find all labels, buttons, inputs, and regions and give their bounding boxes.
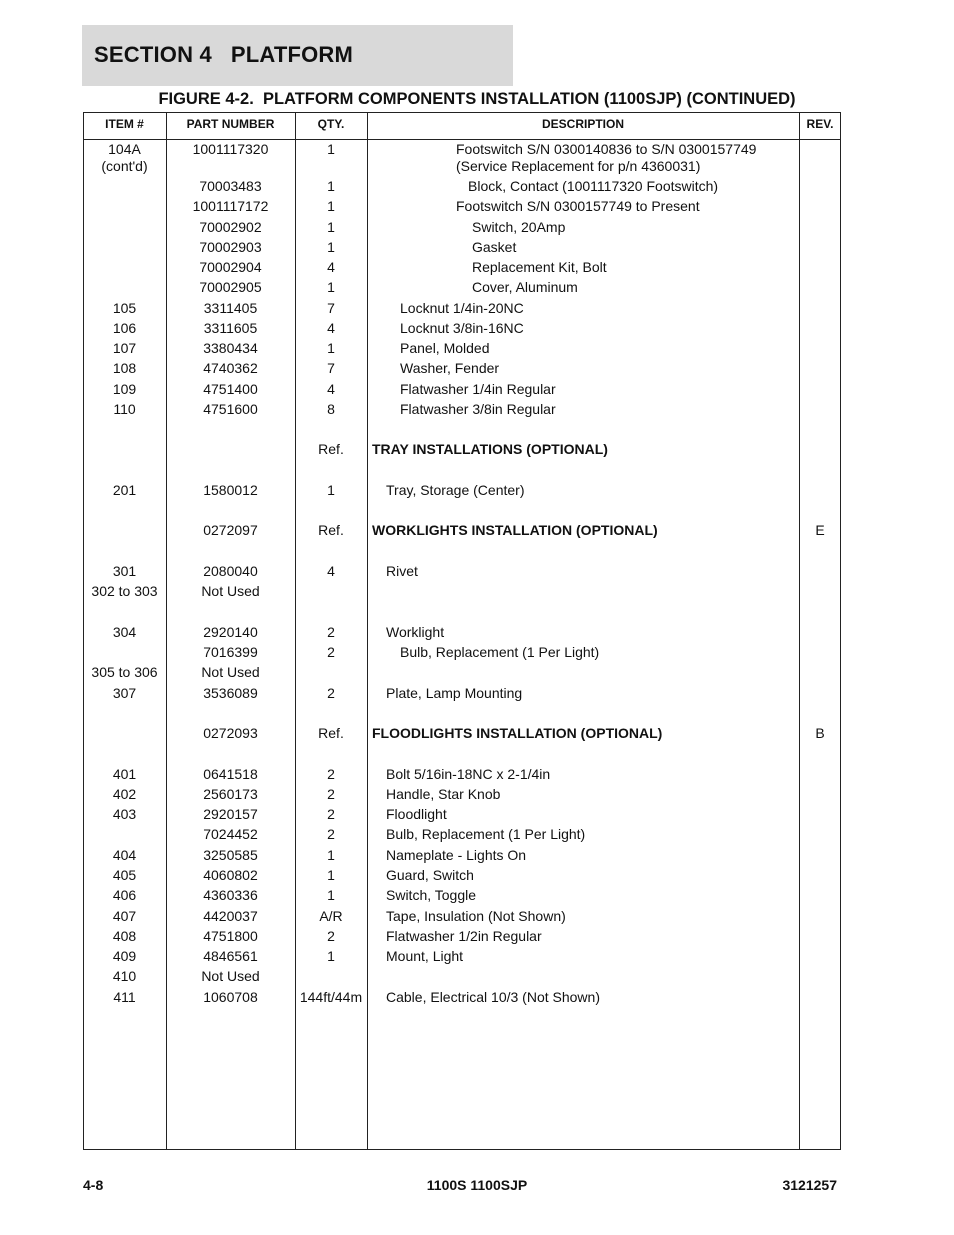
quantity-cell: 2	[327, 766, 335, 782]
quantity-cell: 1	[327, 948, 335, 964]
item-number-cell: 401	[112, 766, 137, 782]
part-number-cell: 4751800	[203, 928, 258, 944]
quantity-cell: 1	[327, 279, 335, 295]
column-header-description: DESCRIPTION	[541, 117, 624, 131]
description-cell: Panel, Molded	[400, 340, 490, 356]
item-number-cell: 302 to 303	[91, 583, 158, 599]
item-number-cell: 106	[112, 320, 137, 336]
quantity-cell: 4	[327, 563, 335, 579]
description-cell: Floodlight	[386, 806, 447, 822]
section-title: SECTION 4 PLATFORM	[94, 42, 354, 67]
description-cell: Washer, Fender	[400, 360, 500, 376]
description-cell: Locknut 1/4in-20NC	[400, 300, 524, 316]
description-cell: Cable, Electrical 10/3 (Not Shown)	[386, 989, 600, 1005]
part-number-cell: 3250585	[203, 847, 258, 863]
column-divider	[367, 112, 368, 1150]
item-number-cell: 411	[113, 989, 136, 1005]
description-cell: Tray, Storage (Center)	[386, 482, 525, 498]
item-number-cell: 110	[113, 401, 136, 417]
part-number-cell: 4846561	[203, 948, 258, 964]
part-number-cell: 4740362	[203, 360, 258, 376]
column-header-qty: QTY.	[317, 117, 345, 131]
part-number-cell: 4360336	[203, 887, 258, 903]
part-number-cell: 7016399	[203, 644, 258, 660]
quantity-cell: 2	[327, 624, 335, 640]
quantity-cell: 7	[327, 300, 335, 316]
description-cell: Worklight	[386, 624, 445, 640]
part-number-cell: 70002902	[199, 219, 262, 235]
quantity-cell: Ref.	[318, 522, 344, 538]
part-number-cell: 1001117320	[192, 141, 269, 157]
description-cell: Nameplate - Lights On	[386, 847, 527, 863]
footer-model: 1100S 1100SJP	[426, 1177, 528, 1193]
part-number-cell: 3536089	[203, 685, 258, 701]
description-cell: Switch, Toggle	[386, 887, 477, 903]
quantity-cell: 2	[327, 826, 335, 842]
quantity-cell: 144ft/44m	[299, 989, 363, 1005]
quantity-cell: 1	[327, 239, 335, 255]
quantity-cell: 2	[327, 806, 335, 822]
item-number-cell: 107	[112, 340, 137, 356]
description-cell: Gasket	[472, 239, 517, 255]
part-number-cell: 0272097	[203, 522, 258, 538]
header-divider	[83, 139, 841, 140]
item-number-cell: 301	[112, 563, 137, 579]
description-cell: Handle, Star Knob	[386, 786, 501, 802]
quantity-cell: 7	[327, 360, 335, 376]
quantity-cell: 1	[327, 887, 335, 903]
part-number-cell: 3311605	[203, 320, 258, 336]
part-number-cell: Not Used	[201, 583, 260, 599]
item-number-cell: (cont'd)	[101, 158, 148, 174]
quantity-cell: 4	[327, 320, 335, 336]
quantity-cell: 2	[327, 786, 335, 802]
quantity-cell: 2	[327, 644, 335, 660]
description-cell: Block, Contact (1001117320 Footswitch)	[468, 178, 719, 194]
part-number-cell: 2560173	[203, 786, 258, 802]
part-number-cell: 4751600	[203, 401, 258, 417]
part-number-cell: 1060708	[203, 989, 258, 1005]
item-number-cell: 105	[112, 300, 137, 316]
description-cell: Guard, Switch	[386, 867, 474, 883]
quantity-cell: 1	[327, 867, 335, 883]
description-cell: Mount, Light	[386, 948, 464, 964]
column-header-rev: REV.	[806, 117, 834, 131]
part-number-cell: 1001117172	[192, 198, 269, 214]
item-number-cell: 307	[112, 685, 137, 701]
description-cell: Flatwasher 1/4in Regular	[400, 381, 556, 397]
part-number-cell: 4751400	[203, 381, 258, 397]
part-number-cell: 70002905	[199, 279, 262, 295]
part-number-cell: Not Used	[201, 968, 260, 984]
quantity-cell: 1	[327, 198, 335, 214]
description-cell: Tape, Insulation (Not Shown)	[386, 908, 566, 924]
part-number-cell: 2920157	[203, 806, 258, 822]
footer-document-number: 3121257	[782, 1177, 837, 1193]
quantity-cell: 1	[327, 847, 335, 863]
item-number-cell: 409	[112, 948, 137, 964]
item-number-cell: 403	[112, 806, 137, 822]
part-number-cell: 70002904	[199, 259, 262, 275]
part-number-cell: 4060802	[203, 867, 258, 883]
description-cell: WORKLIGHTS INSTALLATION (OPTIONAL)	[372, 522, 658, 538]
quantity-cell: A/R	[319, 908, 343, 924]
description-cell: Rivet	[386, 563, 418, 579]
description-cell: Cover, Aluminum	[472, 279, 578, 295]
quantity-cell: 1	[327, 141, 335, 157]
part-number-cell: Not Used	[201, 664, 260, 680]
quantity-cell: 4	[327, 259, 335, 275]
description-cell: (Service Replacement for p/n 4360031)	[456, 158, 701, 174]
part-number-cell: 3311405	[203, 300, 258, 316]
item-number-cell: 108	[112, 360, 137, 376]
column-divider	[799, 112, 800, 1150]
item-number-cell: 405	[112, 867, 137, 883]
item-number-cell: 304	[112, 624, 137, 640]
description-cell: Bolt 5/16in-18NC x 2-1/4in	[386, 766, 551, 782]
part-number-cell: 70002903	[199, 239, 262, 255]
quantity-cell: 2	[327, 928, 335, 944]
description-cell: TRAY INSTALLATIONS (OPTIONAL)	[372, 441, 608, 457]
item-number-cell: 406	[112, 887, 137, 903]
part-number-cell: 4420037	[203, 908, 258, 924]
column-header-part-number: PART NUMBER	[186, 117, 275, 131]
item-number-cell: 407	[112, 908, 137, 924]
description-cell: Footswitch S/N 0300140836 to S/N 0300157749	[456, 141, 757, 157]
description-cell: Flatwasher 3/8in Regular	[400, 401, 556, 417]
description-cell: Switch, 20Amp	[472, 219, 566, 235]
quantity-cell: 1	[327, 340, 335, 356]
description-cell: Footswitch S/N 0300157749 to Present	[456, 198, 700, 214]
column-header-item: ITEM #	[105, 117, 144, 131]
figure-title: FIGURE 4-2. PLATFORM COMPONENTS INSTALLATION (1100SJP) (CONTINUED)	[158, 90, 796, 108]
description-cell: Bulb, Replacement (1 Per Light)	[386, 826, 586, 842]
part-number-cell: 70003483	[199, 178, 262, 194]
footer-page-number: 4-8	[83, 1177, 104, 1193]
quantity-cell: 8	[327, 401, 335, 417]
quantity-cell: 1	[327, 219, 335, 235]
description-cell: Plate, Lamp Mounting	[386, 685, 523, 701]
quantity-cell: 2	[327, 685, 335, 701]
part-number-cell: 2080040	[203, 563, 258, 579]
revision-cell: E	[815, 522, 825, 538]
description-cell: Locknut 3/8in-16NC	[400, 320, 524, 336]
quantity-cell: Ref.	[318, 441, 344, 457]
part-number-cell: 3380434	[203, 340, 258, 356]
quantity-cell: 1	[327, 482, 335, 498]
quantity-cell: 1	[327, 178, 335, 194]
part-number-cell: 1580012	[203, 482, 258, 498]
quantity-cell: 4	[327, 381, 335, 397]
part-number-cell: 0272093	[203, 725, 258, 741]
item-number-cell: 404	[112, 847, 137, 863]
item-number-cell: 410	[112, 968, 137, 984]
revision-cell: B	[815, 725, 825, 741]
part-number-cell: 7024452	[203, 826, 258, 842]
part-number-cell: 0641518	[203, 766, 258, 782]
description-cell: Bulb, Replacement (1 Per Light)	[400, 644, 600, 660]
item-number-cell: 402	[112, 786, 137, 802]
item-number-cell: 305 to 306	[91, 664, 158, 680]
description-cell: Flatwasher 1/2in Regular	[386, 928, 542, 944]
quantity-cell: Ref.	[318, 725, 344, 741]
item-number-cell: 109	[112, 381, 137, 397]
description-cell: FLOODLIGHTS INSTALLATION (OPTIONAL)	[372, 725, 663, 741]
part-number-cell: 2920140	[203, 624, 258, 640]
item-number-cell: 201	[112, 482, 137, 498]
description-cell: Replacement Kit, Bolt	[472, 259, 607, 275]
section-header	[82, 25, 513, 86]
item-number-cell: 408	[112, 928, 137, 944]
item-number-cell: 104A	[108, 141, 141, 157]
